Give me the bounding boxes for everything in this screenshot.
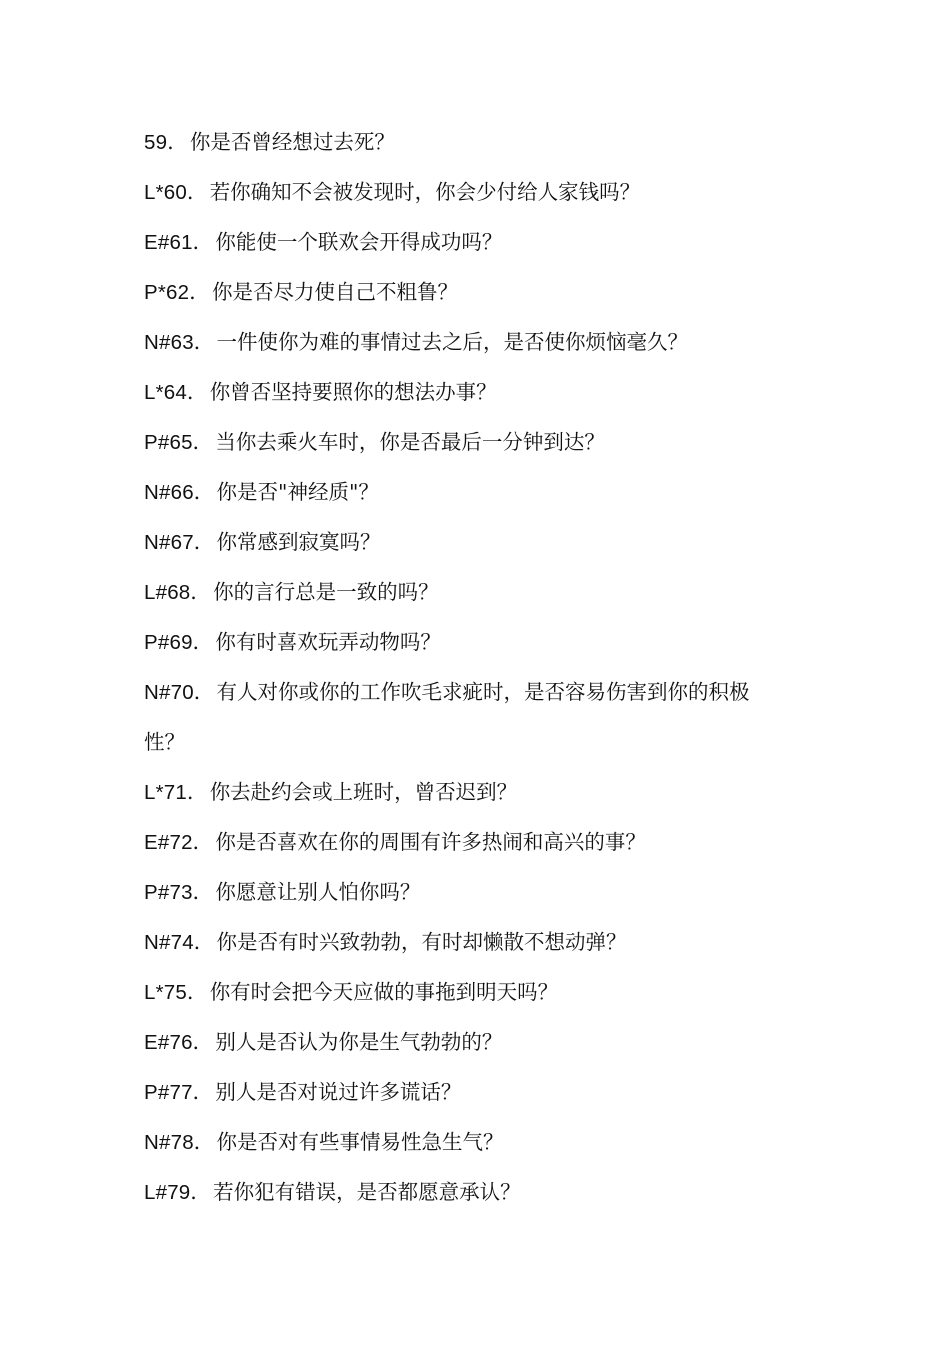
question-item xyxy=(144,370,824,420)
question-text: 一件使你为难的事情过去之后，是否使你烦恼毫久？ xyxy=(216,330,689,354)
question-text: 你是否尽力使自己不粗鲁？ xyxy=(211,280,458,304)
question-number: N#66． xyxy=(144,481,215,504)
question-item xyxy=(144,620,824,670)
question-item xyxy=(144,1120,824,1170)
question-number: N#63． xyxy=(144,331,215,354)
question-text: 你是否喜欢在你的周围有许多热闹和高兴的事？ xyxy=(215,830,646,854)
question-text: 你去赴约会或上班时，曾否迟到？ xyxy=(209,780,518,804)
question-first-line xyxy=(144,670,824,720)
question-text: 有人对你或你的工作吹毛求疵时，是否容易伤害到你的积极 xyxy=(216,680,750,704)
question-number: P#65． xyxy=(144,431,214,454)
question-number: 59． xyxy=(144,131,188,154)
question-text: 当你去乘火车时，你是否最后一分钟到达？ xyxy=(215,430,605,454)
question-item xyxy=(144,820,824,870)
question-number: E#72． xyxy=(144,831,214,854)
question-item xyxy=(144,970,824,1020)
question-number: E#76． xyxy=(144,1031,214,1054)
question-text: 你常感到寂寞吗？ xyxy=(216,530,381,554)
question-text: 别人是否对说过许多谎话？ xyxy=(215,1080,462,1104)
question-number: L#68． xyxy=(144,581,212,604)
question-item xyxy=(144,470,824,520)
question-item xyxy=(144,1020,824,1070)
question-number: L*60． xyxy=(144,181,208,204)
question-number: N#74． xyxy=(144,931,215,954)
question-item xyxy=(144,920,824,970)
question-text: 你能使一个联欢会开得成功吗？ xyxy=(215,230,503,254)
question-item xyxy=(144,120,824,170)
question-text: 若你犯有错误，是否都愿意承认？ xyxy=(213,1180,521,1204)
question-item xyxy=(144,1070,824,1120)
question-number: L*71． xyxy=(144,781,208,804)
question-text: 别人是否认为你是生气勃勃的？ xyxy=(215,1030,503,1054)
question-item xyxy=(144,570,824,620)
question-number: P#77． xyxy=(144,1081,214,1104)
question-text-continuation: 性？ xyxy=(144,730,185,754)
question-text: 你是否曾经想过去死？ xyxy=(189,130,395,154)
question-number: P*62． xyxy=(144,281,210,304)
question-number: E#61． xyxy=(144,231,214,254)
question-item xyxy=(144,420,824,470)
question-item xyxy=(144,670,824,770)
question-number: P#69． xyxy=(144,631,214,654)
question-text: 你曾否坚持要照你的想法办事？ xyxy=(209,380,497,404)
question-item xyxy=(144,1170,824,1220)
question-number: L#79． xyxy=(144,1181,212,1204)
question-text: 你的言行总是一致的吗？ xyxy=(213,580,439,604)
question-item xyxy=(144,870,824,920)
question-item xyxy=(144,220,824,270)
question-text: 你有时会把今天应做的事拖到明天吗？ xyxy=(209,980,559,1004)
question-text: 若你确知不会被发现时，你会少付给人家钱吗？ xyxy=(209,180,641,204)
question-text: 你是否对有些事情易性急生气？ xyxy=(216,1130,504,1154)
question-number: N#78． xyxy=(144,1131,215,1154)
question-text: 你愿意让别人怕你吗？ xyxy=(215,880,421,904)
question-item xyxy=(144,520,824,570)
question-text: 你有时喜欢玩弄动物吗？ xyxy=(215,630,441,654)
question-item xyxy=(144,320,824,370)
question-number: N#70． xyxy=(144,681,215,704)
question-list xyxy=(144,120,824,1220)
question-number: L*64． xyxy=(144,381,208,404)
question-number: P#73． xyxy=(144,881,214,904)
question-item xyxy=(144,770,824,820)
question-item xyxy=(144,170,824,220)
question-number: L*75． xyxy=(144,981,208,1004)
question-item xyxy=(144,270,824,320)
question-text: 你是否有时兴致勃勃，有时却懒散不想动弹？ xyxy=(216,930,627,954)
question-text: 你是否"神经质"？ xyxy=(216,480,379,504)
question-number: N#67． xyxy=(144,531,215,554)
